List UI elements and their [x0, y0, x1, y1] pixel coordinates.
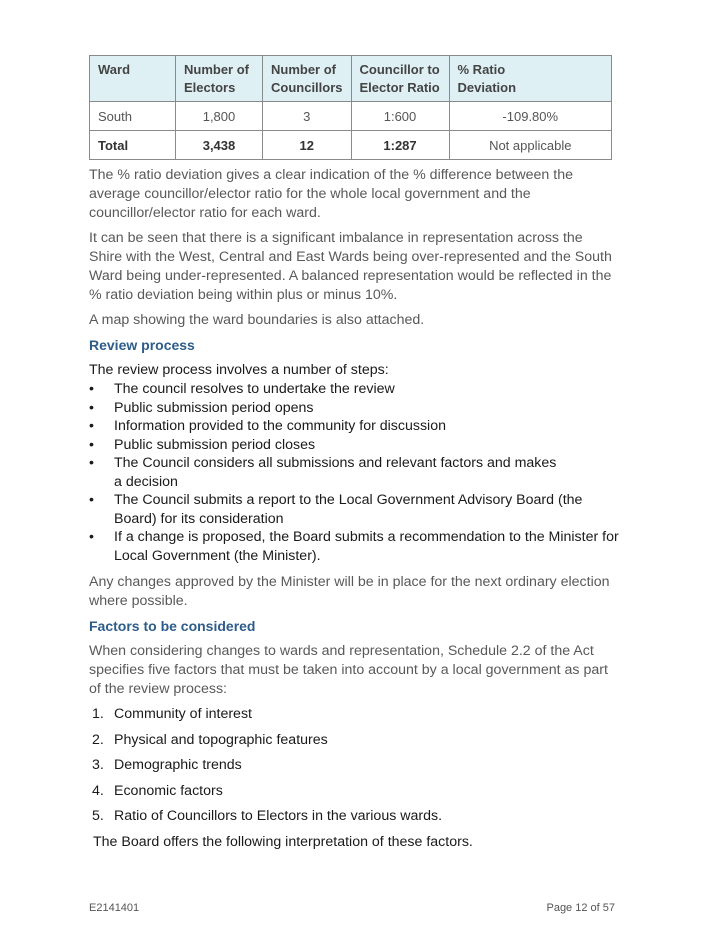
cell-total-deviation: Not applicable	[449, 131, 611, 160]
list-item: 2. Physical and topographic features	[92, 731, 328, 748]
paragraph-ratio-deviation: The % ratio deviation gives a clear indication of the % difference between the average councillor/elector ratio for the whole local government and the councillor/elector ratio for each ward.	[89, 167, 573, 221]
cell-councillors: 3	[263, 102, 352, 131]
list-item: • If a change is proposed, the Board submits a recommendation to the Minister for Local Government (the Minister).	[89, 529, 619, 564]
header-ratio: Councillor to Elector Ratio	[351, 56, 449, 102]
bullet-icon: •	[89, 418, 94, 434]
list-item: • Information provided to the community for discussion	[89, 418, 446, 434]
list-item: • The Council considers all submissions and relevant factors and makes a decision	[89, 455, 557, 490]
list-item: • The Council submits a report to the Local Government Advisory Board (the Board) for its consideration	[89, 492, 583, 527]
header-councillors: Number of Councillors	[263, 56, 352, 102]
table-row	[90, 102, 612, 131]
header-ward: Ward	[90, 56, 176, 102]
list-item: • Public submission period closes	[89, 436, 316, 453]
list-item: 3. Demographic trends	[92, 757, 242, 773]
review-process-closing: Any changes approved by the Minister will be in place for the next ordinary election where possible.	[89, 574, 610, 609]
ward-representation-table	[89, 55, 612, 160]
list-item: • Public submission period opens	[89, 399, 314, 416]
header-electors: Number of Electors	[176, 56, 263, 102]
bullet-icon: •	[89, 492, 94, 508]
bullet-icon: •	[89, 529, 94, 545]
footer-doc-id: E2141401	[89, 902, 140, 914]
footer-page-number: Page 12 of 57	[546, 902, 615, 914]
cell-total-councillors: 12	[263, 131, 352, 160]
bullet-icon: •	[89, 399, 94, 416]
bullet-icon: •	[89, 381, 94, 397]
table-header-row	[90, 56, 612, 102]
factors-closing: The Board offers the following interpretation of these factors.	[93, 834, 473, 850]
factors-list	[92, 705, 622, 833]
cell-total-ratio: 1:287	[351, 131, 449, 160]
factors-intro: When considering changes to wards and representation, Schedule 2.2 of the Act specifies five factors that must be taken into account by a local government as part of the review process:	[89, 643, 608, 697]
cell-total-label: Total	[90, 131, 176, 160]
list-item: 5. Ratio of Councillors to Electors in the various wards.	[92, 808, 443, 824]
cell-total-electors: 3,438	[176, 131, 263, 160]
bullet-icon: •	[89, 455, 94, 471]
heading-review-process: Review process	[89, 337, 195, 353]
cell-ratio: 1:600	[351, 102, 449, 131]
paragraph-imbalance: It can be seen that there is a significant imbalance in representation across the Shire with the West, Central and East Wards being over-represented and the South Ward being under-represented. A balanced representation would be reflected in the % ratio deviation being within plus or minus 10%.	[89, 230, 612, 303]
table-total-row	[90, 131, 612, 160]
cell-deviation: -109.80%	[449, 102, 611, 131]
cell-electors: 1,800	[176, 102, 263, 131]
cell-ward: South	[90, 102, 176, 131]
list-item: 4. Economic factors	[92, 782, 223, 799]
review-process-intro: The review process involves a number of steps:	[89, 362, 389, 378]
paragraph-map: A map showing the ward boundaries is also attached.	[89, 312, 425, 328]
list-item: • The council resolves to undertake the review	[89, 381, 395, 397]
review-steps-list	[89, 380, 619, 565]
bullet-icon: •	[89, 436, 94, 453]
heading-factors: Factors to be considered	[89, 618, 256, 634]
list-item: 1. Community of interest	[92, 706, 252, 722]
header-deviation: % Ratio Deviation	[449, 56, 611, 102]
